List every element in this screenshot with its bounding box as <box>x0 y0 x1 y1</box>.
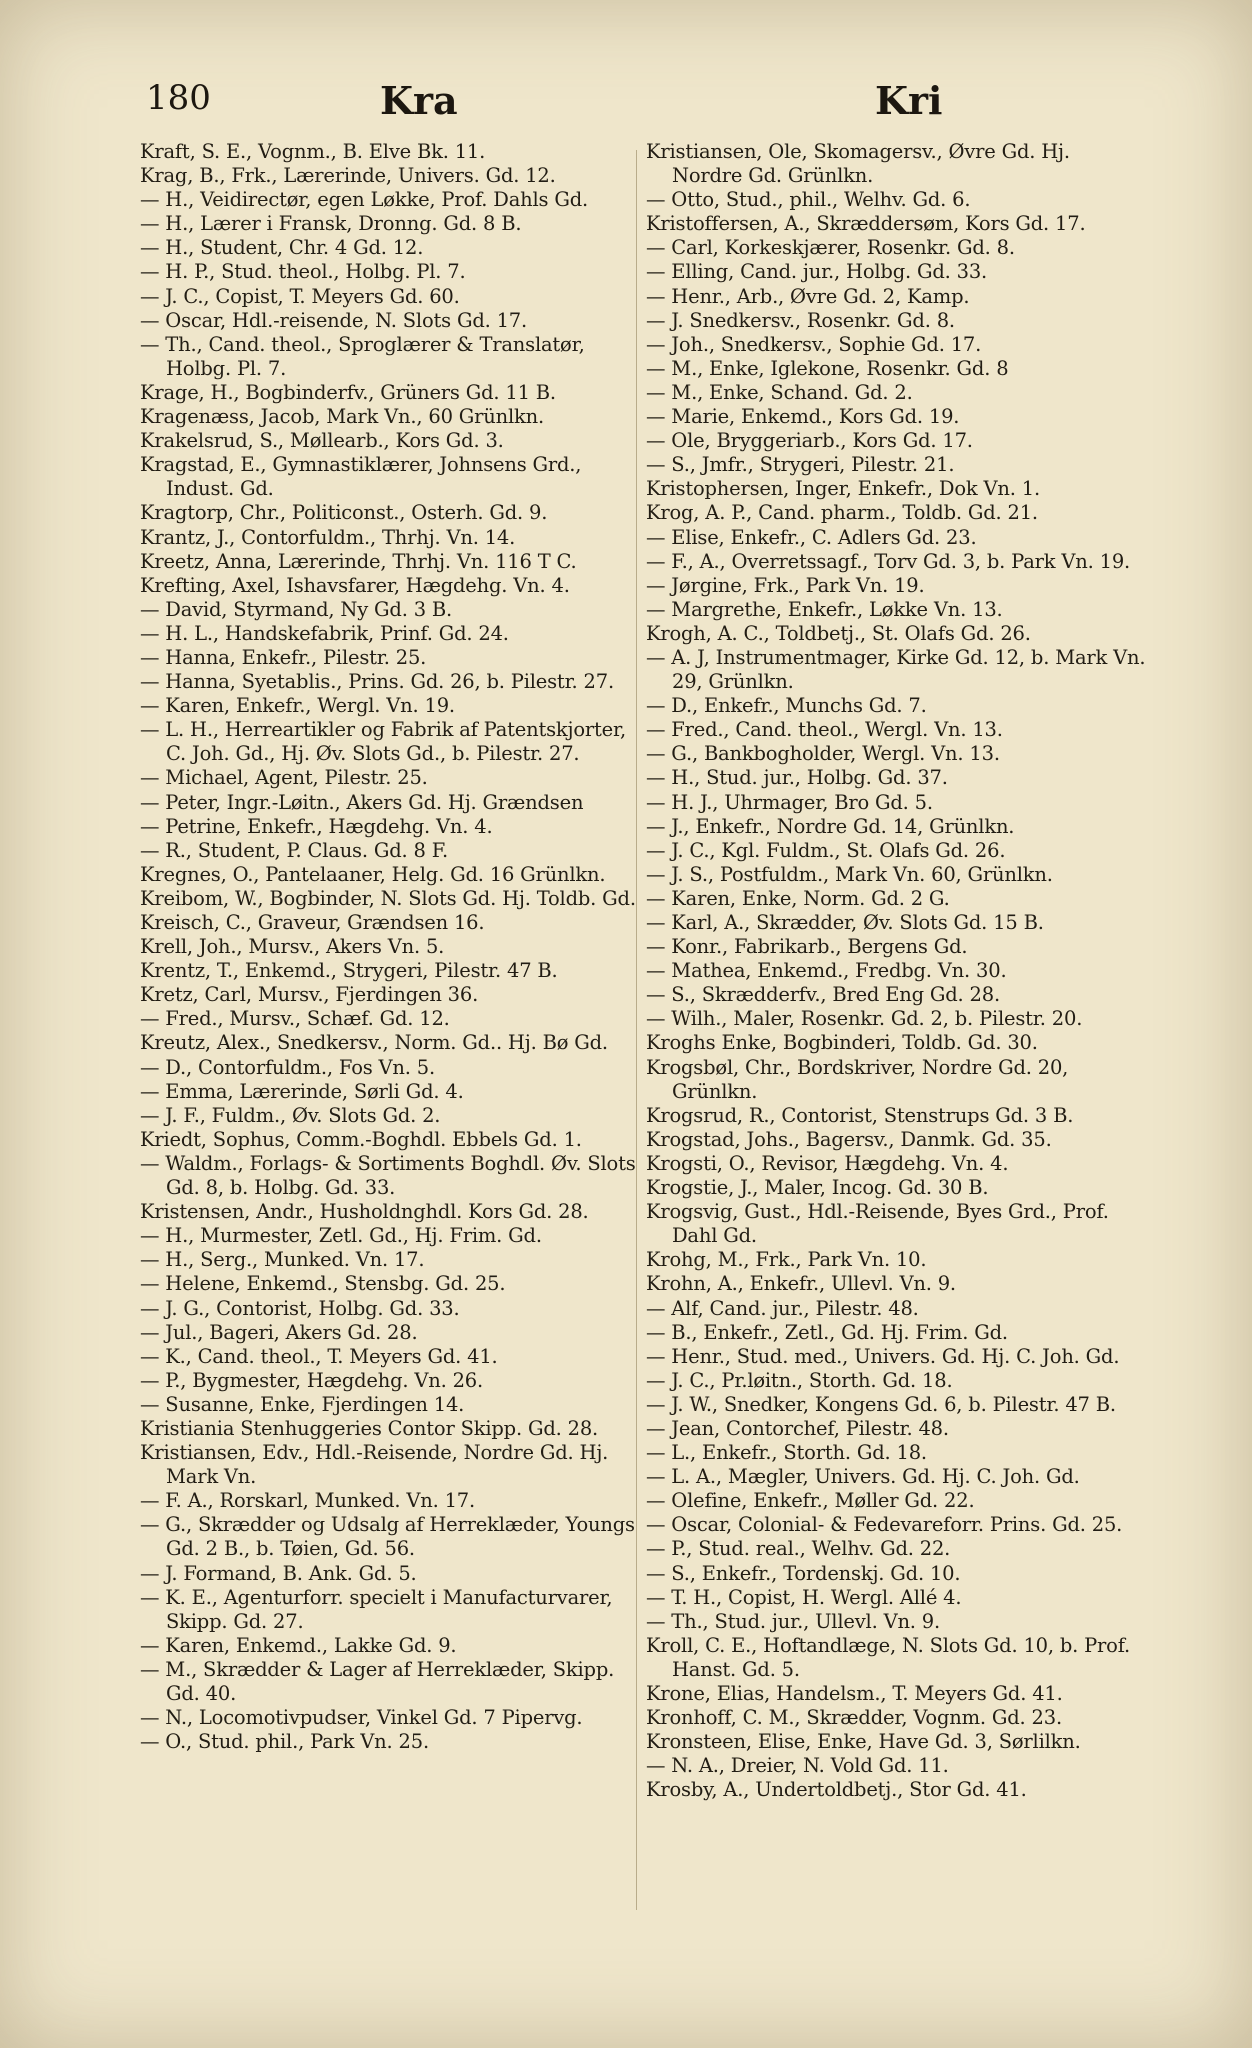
directory-entry: Kragstad, E., Gymnastiklærer, Johnsens Grd., Indust. Gd. <box>140 453 582 501</box>
directory-entry: — Olefine, Enkefr., Møller Gd. 22. <box>646 1489 975 1513</box>
directory-entry: — Konr., Fabrikarb., Bergens Gd. <box>646 935 968 959</box>
directory-entry: Kraft, S. E., Vognm., B. Elve Bk. 11. <box>140 140 486 163</box>
directory-entry: — H. L., Handskefabrik, Prinf. Gd. 24. <box>140 621 509 645</box>
directory-entry: Kriedt, Sophus, Comm.-Boghdl. Ebbels Gd. 1. <box>140 1127 582 1151</box>
directory-entry: — Oscar, Colonial- & Fedevareforr. Prins. Gd. 25. <box>646 1513 1123 1537</box>
directory-entry: — J. Snedkersv., Rosenkr. Gd. 8. <box>646 308 955 332</box>
directory-entry: — S., Jmfr., Strygeri, Pilestr. 21. <box>646 453 955 477</box>
directory-entry: — R., Student, P. Claus. Gd. 8 F. <box>140 838 449 862</box>
directory-entry: — T. H., Copist, H. Wergl. Allé 4. <box>646 1585 962 1609</box>
directory-entry: Kreisch, C., Graveur, Grændsen 16. <box>140 911 485 934</box>
directory-entry: — Fred., Cand. theol., Wergl. Vn. 13. <box>646 718 1003 742</box>
left-guide-word: Kra <box>380 78 458 123</box>
directory-entry: — J. C., Copist, T. Meyers Gd. 60. <box>140 284 460 308</box>
directory-entry: — S., Enkefr., Tordenskj. Gd. 10. <box>646 1561 961 1585</box>
directory-entry: — A. J, Instrumentmager, Kirke Gd. 12, b. Mark Vn. 29, Grünlkn. <box>646 645 1146 694</box>
directory-entry: — Emma, Lærerinde, Sørli Gd. 4. <box>140 1079 464 1103</box>
directory-entry: — S., Skrædderfv., Bred Eng Gd. 28. <box>646 983 1000 1007</box>
directory-entry: Krefting, Axel, Ishavsfarer, Hægdehg. Vn. 4. <box>140 573 570 597</box>
directory-entry: Krag, B., Frk., Lærerinde, Univers. Gd. 12. <box>140 164 556 188</box>
directory-entry: — H., Veidirectør, egen Løkke, Prof. Dahls Gd. <box>140 188 589 212</box>
directory-entry: — Michael, Agent, Pilestr. 25. <box>140 766 428 790</box>
directory-entry: — H., Serg., Munked. Vn. 17. <box>140 1248 425 1272</box>
directory-entry: Krell, Joh., Mursv., Akers Vn. 5. <box>140 935 445 959</box>
directory-entry: — F. A., Rorskarl, Munked. Vn. 17. <box>140 1489 475 1513</box>
directory-entry: Kristiansen, Ole, Skomagersv., Øvre Gd. Hj. Nordre Gd. Grünlkn. <box>646 140 1070 188</box>
directory-entry: — F., A., Overretssagf., Torv Gd. 3, b. Park Vn. 19. <box>646 549 1131 573</box>
directory-entry: Krage, H., Bogbinderfv., Grüners Gd. 11 B. <box>140 380 556 404</box>
directory-entry: — H., Student, Chr. 4 Gd. 12. <box>140 236 424 260</box>
right-column <box>646 140 1146 1802</box>
directory-entry: — H., Murmester, Zetl. Gd., Hj. Frim. Gd. <box>140 1224 542 1248</box>
directory-entry: — Mathea, Enkemd., Fredbg. Vn. 30. <box>646 959 1007 983</box>
directory-entry: Kragenæss, Jacob, Mark Vn., 60 Grünlkn. <box>140 405 545 429</box>
directory-entry: — Th., Stud. jur., Ullevl. Vn. 9. <box>646 1609 941 1633</box>
directory-entry: Krogstie, J., Maler, Incog. Gd. 30 B. <box>646 1176 989 1200</box>
directory-entry: — Hanna, Enkefr., Pilestr. 25. <box>140 645 427 669</box>
directory-entry: — Elise, Enkefr., C. Adlers Gd. 23. <box>646 525 977 549</box>
page-header <box>0 78 1252 128</box>
directory-entry: Kregnes, O., Pantelaaner, Helg. Gd. 16 Grünlkn. <box>140 862 606 886</box>
directory-entry: — Jul., Bageri, Akers Gd. 28. <box>140 1320 418 1344</box>
directory-entry: — Ole, Bryggeriarb., Kors Gd. 17. <box>646 429 973 453</box>
directory-entry: Krosby, A., Undertoldbetj., Stor Gd. 41. <box>646 1778 1027 1802</box>
directory-entry: — H., Stud. jur., Holbg. Gd. 37. <box>646 766 948 790</box>
directory-entry: Kristensen, Andr., Husholdnghdl. Kors Gd. 28. <box>140 1200 589 1224</box>
directory-entry: — M., Skrædder & Lager af Herreklæder, Skipp. Gd. 40. <box>140 1657 615 1705</box>
directory-entry: — L. H., Herreartikler og Fabrik af Patentskjorter, C. Joh. Gd., Hj. Øv. Slots Gd., b. Pilestr. 27. <box>140 718 626 766</box>
directory-entry: — David, Styrmand, Ny Gd. 3 B. <box>140 597 453 621</box>
directory-entry: — D., Enkefr., Munchs Gd. 7. <box>646 694 927 718</box>
directory-entry: Krohn, A., Enkefr., Ullevl. Vn. 9. <box>646 1272 956 1296</box>
directory-entry: — Henr., Arb., Øvre Gd. 2, Kamp. <box>646 284 970 308</box>
directory-entry: — G., Bankbogholder, Wergl. Vn. 13. <box>646 742 1000 766</box>
directory-entry: — J. G., Contorist, Holbg. Gd. 33. <box>140 1296 460 1320</box>
directory-entry: Kroghs Enke, Bogbinderi, Toldb. Gd. 30. <box>646 1031 1038 1055</box>
directory-entry: — M., Enke, Schand. Gd. 2. <box>646 380 913 404</box>
directory-entry: — N., Locomotivpudser, Vinkel Gd. 7 Pipervg. <box>140 1706 583 1730</box>
directory-entry: — Otto, Stud., phil., Welhv. Gd. 6. <box>646 188 971 212</box>
directory-entry: — J. W., Snedker, Kongens Gd. 6, b. Pilestr. 47 B. <box>646 1392 1116 1416</box>
directory-entry: — Karen, Enkemd., Lakke Gd. 9. <box>140 1633 457 1657</box>
directory-entry: Krog, A. P., Cand. pharm., Toldb. Gd. 21. <box>646 501 1038 525</box>
directory-entry: — Joh., Snedkersv., Sophie Gd. 17. <box>646 332 982 356</box>
directory-entry: — Petrine, Enkefr., Hægdehg. Vn. 4. <box>140 814 493 838</box>
directory-entry: — H. J., Uhrmager, Bro Gd. 5. <box>646 790 933 814</box>
directory-entry: — Peter, Ingr.-Løitn., Akers Gd. Hj. Grændsen <box>140 790 584 814</box>
directory-entry: Kronsteen, Elise, Enke, Have Gd. 3, Sørlilkn. <box>646 1730 1081 1754</box>
directory-entry: — Helene, Enkemd., Stensbg. Gd. 25. <box>140 1272 506 1296</box>
directory-entry: Kristoffersen, A., Skræddersøm, Kors Gd. 17. <box>646 212 1086 236</box>
directory-entry: — Waldm., Forlags- & Sortiments Boghdl. Øv. Slots Gd. 8, b. Holbg. Gd. 33. <box>140 1151 636 1200</box>
directory-entry: Kreibom, W., Bogbinder, N. Slots Gd. Hj. Toldb. Gd. <box>140 886 636 910</box>
directory-entry: — Carl, Korkeskjærer, Rosenkr. Gd. 8. <box>646 236 1015 260</box>
directory-entry: Kristophersen, Inger, Enkefr., Dok Vn. 1. <box>646 477 1040 501</box>
directory-entry: Kreutz, Alex., Snedkersv., Norm. Gd.. Hj. Bø Gd. <box>140 1031 608 1055</box>
directory-entry: — H. P., Stud. theol., Holbg. Pl. 7. <box>140 260 466 284</box>
directory-entry: — J. C., Pr.løitn., Storth. Gd. 18. <box>646 1368 953 1392</box>
directory-entry: — G., Skrædder og Udsalg af Herreklæder, Youngs Gd. 2 B., b. Tøien, Gd. 56. <box>140 1513 635 1561</box>
directory-entry: — P., Stud. real., Welhv. Gd. 22. <box>646 1537 951 1561</box>
page-number: 180 <box>146 78 211 118</box>
directory-entry: — Elling, Cand. jur., Holbg. Gd. 33. <box>646 260 988 284</box>
directory-entry: — Jørgine, Frk., Park Vn. 19. <box>646 573 925 597</box>
directory-entry: — Fred., Mursv., Schæf. Gd. 12. <box>140 1007 450 1031</box>
directory-entry: Krantz, J., Contorfuldm., Thrhj. Vn. 14. <box>140 525 516 549</box>
directory-entry: — Karl, A., Skrædder, Øv. Slots Gd. 15 B. <box>646 911 1044 934</box>
right-guide-word: Kri <box>875 78 943 123</box>
directory-entry: — M., Enke, Iglekone, Rosenkr. Gd. 8 <box>646 356 1009 380</box>
left-column <box>140 140 640 1754</box>
directory-entry: — J. F., Fuldm., Øv. Slots Gd. 2. <box>140 1103 441 1127</box>
directory-entry: — Karen, Enkefr., Wergl. Vn. 19. <box>140 694 455 718</box>
directory-entry: Krogsti, O., Revisor, Hægdehg. Vn. 4. <box>646 1151 1009 1175</box>
directory-entry: — Henr., Stud. med., Univers. Gd. Hj. C. Joh. Gd. <box>646 1344 1120 1368</box>
directory-entry: Krogh, A. C., Toldbetj., St. Olafs Gd. 26. <box>646 621 1031 645</box>
directory-entry: — O., Stud. phil., Park Vn. 25. <box>140 1730 429 1754</box>
directory-entry: Krentz, T., Enkemd., Strygeri, Pilestr. 47 B. <box>140 959 558 983</box>
directory-entry: Krakelsrud, S., Møllearb., Kors Gd. 3. <box>140 429 504 453</box>
directory-entry: — L., Enkefr., Storth. Gd. 18. <box>646 1441 927 1465</box>
directory-entry: Kreetz, Anna, Lærerinde, Thrhj. Vn. 116 T C. <box>140 549 577 573</box>
directory-entry: — J. Formand, B. Ank. Gd. 5. <box>140 1561 417 1585</box>
directory-entry: Krone, Elias, Handelsm., T. Meyers Gd. 41. <box>646 1682 1063 1705</box>
directory-entry: — Jean, Contorchef, Pilestr. 48. <box>646 1416 949 1440</box>
directory-entry: Kragtorp, Chr., Politiconst., Osterh. Gd. 9. <box>140 501 548 525</box>
directory-entry: — Hanna, Syetablis., Prins. Gd. 26, b. Pilestr. 27. <box>140 670 614 694</box>
directory-entry: — N. A., Dreier, N. Vold Gd. 11. <box>646 1754 949 1778</box>
directory-entry: — Oscar, Hdl.-reisende, N. Slots Gd. 17. <box>140 308 528 332</box>
directory-entry: — B., Enkefr., Zetl., Gd. Hj. Frim. Gd. <box>646 1320 1008 1344</box>
directory-entry: Kretz, Carl, Mursv., Fjerdingen 36. <box>140 983 479 1007</box>
directory-entry: — K. E., Agenturforr. specielt i Manufacturvarer, Skipp. Gd. 27. <box>140 1585 613 1633</box>
directory-entry: — Karen, Enke, Norm. Gd. 2 G. <box>646 886 950 910</box>
directory-entry: — H., Lærer i Fransk, Dronng. Gd. 8 B. <box>140 212 522 236</box>
directory-entry: Krogstad, Johs., Bagersv., Danmk. Gd. 35. <box>646 1127 1052 1151</box>
directory-entry: — Alf, Cand. jur., Pilestr. 48. <box>646 1296 919 1320</box>
directory-entry: — P., Bygmester, Hægdehg. Vn. 26. <box>140 1368 484 1392</box>
directory-entry: Kristiania Stenhuggeries Contor Skipp. Gd. 28. <box>140 1416 599 1440</box>
directory-entry: Krogsbøl, Chr., Bordskriver, Nordre Gd. 20, Grünlkn. <box>646 1055 1069 1103</box>
directory-entry: Kroll, C. E., Hoftandlæge, N. Slots Gd. 10, b. Prof. Hanst. Gd. 5. <box>646 1633 1131 1681</box>
directory-entry: — J. S., Postfuldm., Mark Vn. 60, Grünlkn. <box>646 862 1053 886</box>
directory-entry: Kristiansen, Edv., Hdl.-Reisende, Nordre Gd. Hj. Mark Vn. <box>140 1441 609 1489</box>
directory-entry: — Susanne, Enke, Fjerdingen 14. <box>140 1392 465 1416</box>
directory-entry: Krogsrud, R., Contorist, Stenstrups Gd. 3 B. <box>646 1103 1074 1127</box>
directory-entry: — Th., Cand. theol., Sproglærer & Translatør, Holbg. Pl. 7. <box>140 332 585 380</box>
directory-entry: Kronhoff, C. M., Skrædder, Vognm. Gd. 23. <box>646 1706 1062 1730</box>
directory-entry: — L. A., Mægler, Univers. Gd. Hj. C. Joh. Gd. <box>646 1465 1080 1489</box>
directory-entry: — Wilh., Maler, Rosenkr. Gd. 2, b. Pilestr. 20. <box>646 1007 1083 1031</box>
directory-entry: — Margrethe, Enkefr., Løkke Vn. 13. <box>646 597 1003 621</box>
directory-entry: — Marie, Enkemd., Kors Gd. 19. <box>646 405 960 429</box>
directory-entry: — D., Contorfuldm., Fos Vn. 5. <box>140 1055 435 1079</box>
directory-entry: — J. C., Kgl. Fuldm., St. Olafs Gd. 26. <box>646 838 1006 862</box>
directory-entry: Krohg, M., Frk., Park Vn. 10. <box>646 1248 927 1272</box>
directory-entry: Krogsvig, Gust., Hdl.-Reisende, Byes Grd., Prof. Dahl Gd. <box>646 1200 1109 1248</box>
directory-entry: — K., Cand. theol., T. Meyers Gd. 41. <box>140 1344 498 1368</box>
directory-entry: — J., Enkefr., Nordre Gd. 14, Grünlkn. <box>646 814 1015 838</box>
